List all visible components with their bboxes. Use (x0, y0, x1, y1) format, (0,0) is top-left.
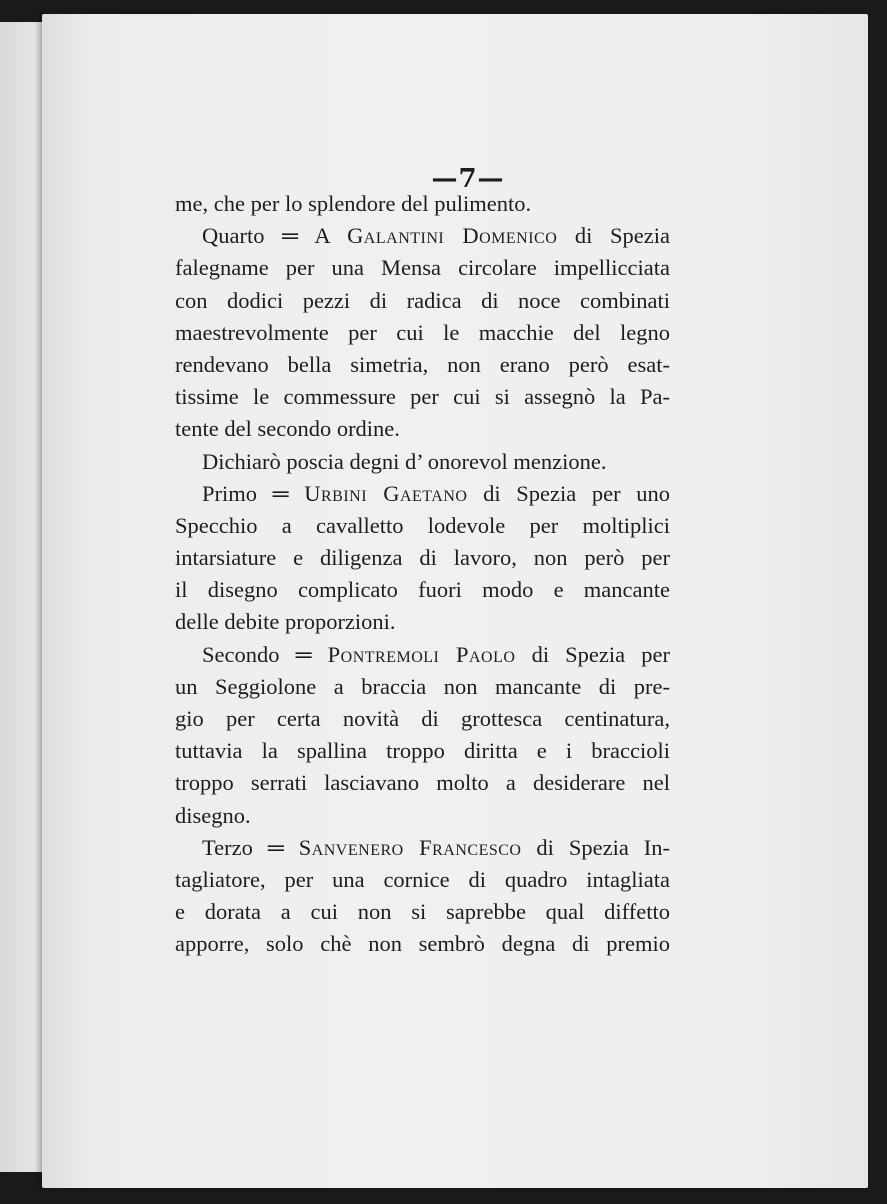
text-line: con dodici pezzi di radica di noce combinati (175, 287, 670, 313)
text-line: tissime le commessure per cui si assegnò la Pa- (175, 384, 670, 410)
text-line: troppo serrati lasciavano molto a desiderare nel (175, 770, 670, 796)
text-line: disegno. (175, 802, 251, 828)
body-text (175, 188, 670, 961)
text-line: tente del secondo ordine. (175, 416, 400, 442)
text-line: maestrevolmente per cui le macchie del legno (175, 319, 670, 345)
text-line: Primo ═ Urbini Gaetano di Spezia per uno (202, 480, 670, 506)
text-line: gio per certa novità di grottesca centinatura, (175, 706, 670, 731)
text-line: e dorata a cui non si saprebbe qual diffetto (175, 899, 670, 925)
text-line: il disegno complicato fuori modo e mancante (175, 577, 670, 603)
text-line: un Seggiolone a braccia non mancante di pre- (175, 673, 670, 699)
text-line: falegname per una Mensa circolare impellicciata (175, 255, 670, 281)
text-line: Specchio a cavalletto lodevole per moltiplici (175, 512, 670, 538)
person-name: Urbini Gaetano (304, 480, 468, 506)
text-line: delle debite proporzioni. (175, 609, 396, 635)
page-number: —7— (431, 164, 505, 194)
text-line: Dichiarò poscia degni d’ onorevol menzione. (202, 448, 607, 474)
text-line: Terzo ═ Sanvenero Francesco di Spezia In- (202, 834, 670, 860)
person-name: Pontremoli Paolo (327, 641, 516, 667)
text-line: tuttavia la spallina troppo diritta e i braccioli (175, 738, 670, 764)
text-line: intarsiature e diligenza di lavoro, non però per (175, 545, 670, 571)
text-line: me, che per lo splendore del pulimento. (175, 191, 532, 216)
person-name: Galantini Domenico (347, 223, 558, 249)
text-line: Secondo ═ Pontremoli Paolo di Spezia per (202, 641, 670, 667)
text-line: tagliatore, per una cornice di quadro intagliata (175, 866, 670, 892)
person-name: Sanvenero Francesco (298, 834, 522, 860)
text-line: Quarto ═ A Galantini Domenico di Spezia (202, 223, 671, 249)
text-line: apporre, solo chè non sembrò degna di premio (175, 931, 670, 957)
text-line: rendevano bella simetria, non erano però esat- (175, 351, 670, 377)
